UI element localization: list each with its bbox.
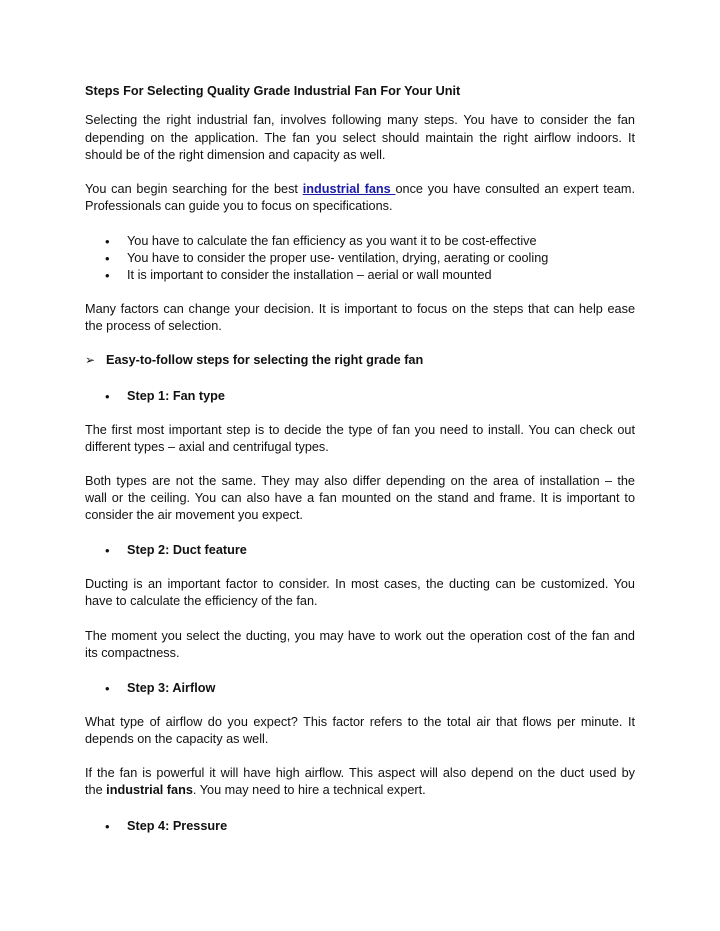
bullet-dot: • [105,234,110,249]
factors-line-1: Many factors can change your decision. It is important to focus on the steps that can help ease [85,302,635,316]
step-3-para-2-line-1: If the fan is powerful it will have high airflow. This aspect will also depend on the duct used by [85,766,635,780]
list-item: You have to consider the proper use- ventilation, drying, aerating or cooling [127,251,549,265]
bullet-dot: • [105,819,110,834]
step-3-para-1-line-2: depends on the capacity as well. [85,732,269,746]
step-1-para-1-line-2: different types – axial and centrifugal types. [85,440,329,454]
step-3-text-after-bold: . You may need to hire a technical expert. [192,783,426,797]
intro-line-3: should be of the right dimension and capacity as well. [85,148,386,162]
step-1-para-1-line-1: The first most important step is to decide the type of fan you need to install. You can check out [85,423,635,437]
section-heading: Easy-to-follow steps for selecting the right grade fan [106,353,424,367]
bullet-dot: • [105,268,110,283]
step-2-para-2-line-1: The moment you select the ducting, you may have to work out the operation cost of the fan and [85,629,635,643]
intro-line-2: depending on the application. The fan you select should maintain the right airflow indoors. It [85,131,635,145]
factors-line-2: the process of selection. [85,319,222,333]
list-item: You have to calculate the fan efficiency as you want it to be cost-effective [127,234,537,248]
list-item: It is important to consider the installation – aerial or wall mounted [127,268,492,282]
arrow-bullet-icon: ➢ [85,353,96,367]
search-text-before-link: You can begin searching for the best [85,182,303,196]
search-text-after-link: once you have consulted an expert team. [395,182,635,196]
page-title: Steps For Selecting Quality Grade Industrial Fan For Your Unit [85,84,461,98]
bullet-dot: • [105,543,110,558]
bullet-dot: • [105,389,110,404]
bullet-dot: • [105,251,110,266]
step-3-text-before-bold: the [85,783,107,797]
industrial-fans-bold-term: industrial fans [106,783,193,797]
step-3-para-2-line-2 [85,782,426,799]
step-2-para-1-line-1: Ducting is an important factor to consider. In most cases, the ducting can be customized. You [85,577,635,591]
step-4-heading: Step 4: Pressure [127,819,228,833]
search-paragraph-line-2: Professionals can guide you to focus on specifications. [85,199,393,213]
step-1-para-2-line-2: wall or the ceiling. You can also have a fan mounted on the stand and frame. It is important to [85,491,635,505]
step-1-heading: Step 1: Fan type [127,389,225,403]
step-1-para-2-line-1: Both types are not the same. They may also differ depending on the area of installation – the [85,474,635,488]
step-3-para-1-line-1: What type of airflow do you expect? This factor refers to the total air that flows per minute. It [85,715,635,729]
search-paragraph-line-1 [85,181,635,198]
step-2-heading: Step 2: Duct feature [127,543,247,557]
step-2-para-1-line-2: have to calculate the efficiency of the fan. [85,594,318,608]
bullet-dot: • [105,681,110,696]
industrial-fans-link[interactable]: industrial fans [302,182,396,196]
intro-line-1: Selecting the right industrial fan, involves following many steps. You have to consider the fan [85,113,635,127]
step-1-para-2-line-3: consider the air movement you expect. [85,508,303,522]
step-2-para-2-line-2: its compactness. [85,646,180,660]
step-3-heading: Step 3: Airflow [127,681,216,695]
